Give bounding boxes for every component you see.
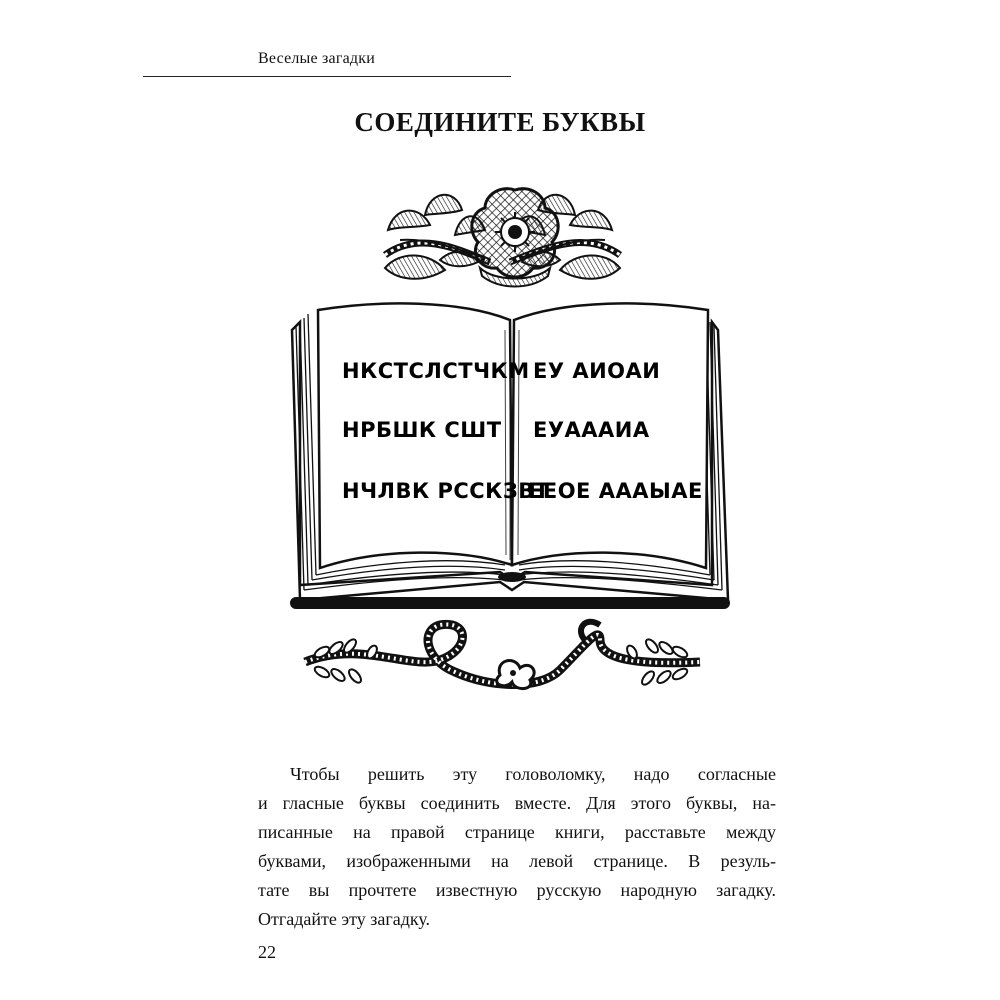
- left-page-line-3: НЧЛВК РССКЗВТ: [342, 479, 550, 503]
- paragraph-line: Чтобы решить эту головоломку, надо согласные: [290, 764, 776, 784]
- top-floral-ornament: [385, 189, 620, 287]
- paragraph-line: и гласные буквы соединить вместе. Для этого буквы, на-: [258, 793, 776, 813]
- page-title: СОЕДИНИТЕ БУКВЫ: [354, 107, 646, 137]
- left-page-line-1: НКСТСЛСТЧКМ: [342, 359, 530, 383]
- right-page-line-2: ЕУАААИА: [533, 418, 650, 442]
- left-page-line-2: НРБШК СШТ: [342, 418, 502, 442]
- running-head: Веселые загадки: [258, 50, 375, 67]
- paragraph-line: тате вы прочтете известную русскую народную загадку.: [258, 880, 776, 900]
- open-book: [290, 303, 730, 609]
- paragraph-line: писанные на правой странице книги, расставьте между: [258, 822, 776, 842]
- paragraph-line: буквами, изображенными на левой странице. В резуль-: [258, 851, 776, 871]
- right-page-line-3: ЕЕОЕ АААЫАЕ: [528, 479, 703, 503]
- page-number: 22: [258, 942, 276, 962]
- paragraph-line: Отгадайте эту загадку.: [258, 909, 431, 929]
- right-page-line-1: ЕУ АИОАИ: [533, 359, 661, 383]
- instructions-paragraph: [258, 760, 776, 934]
- bottom-vine-ornament: [305, 622, 700, 689]
